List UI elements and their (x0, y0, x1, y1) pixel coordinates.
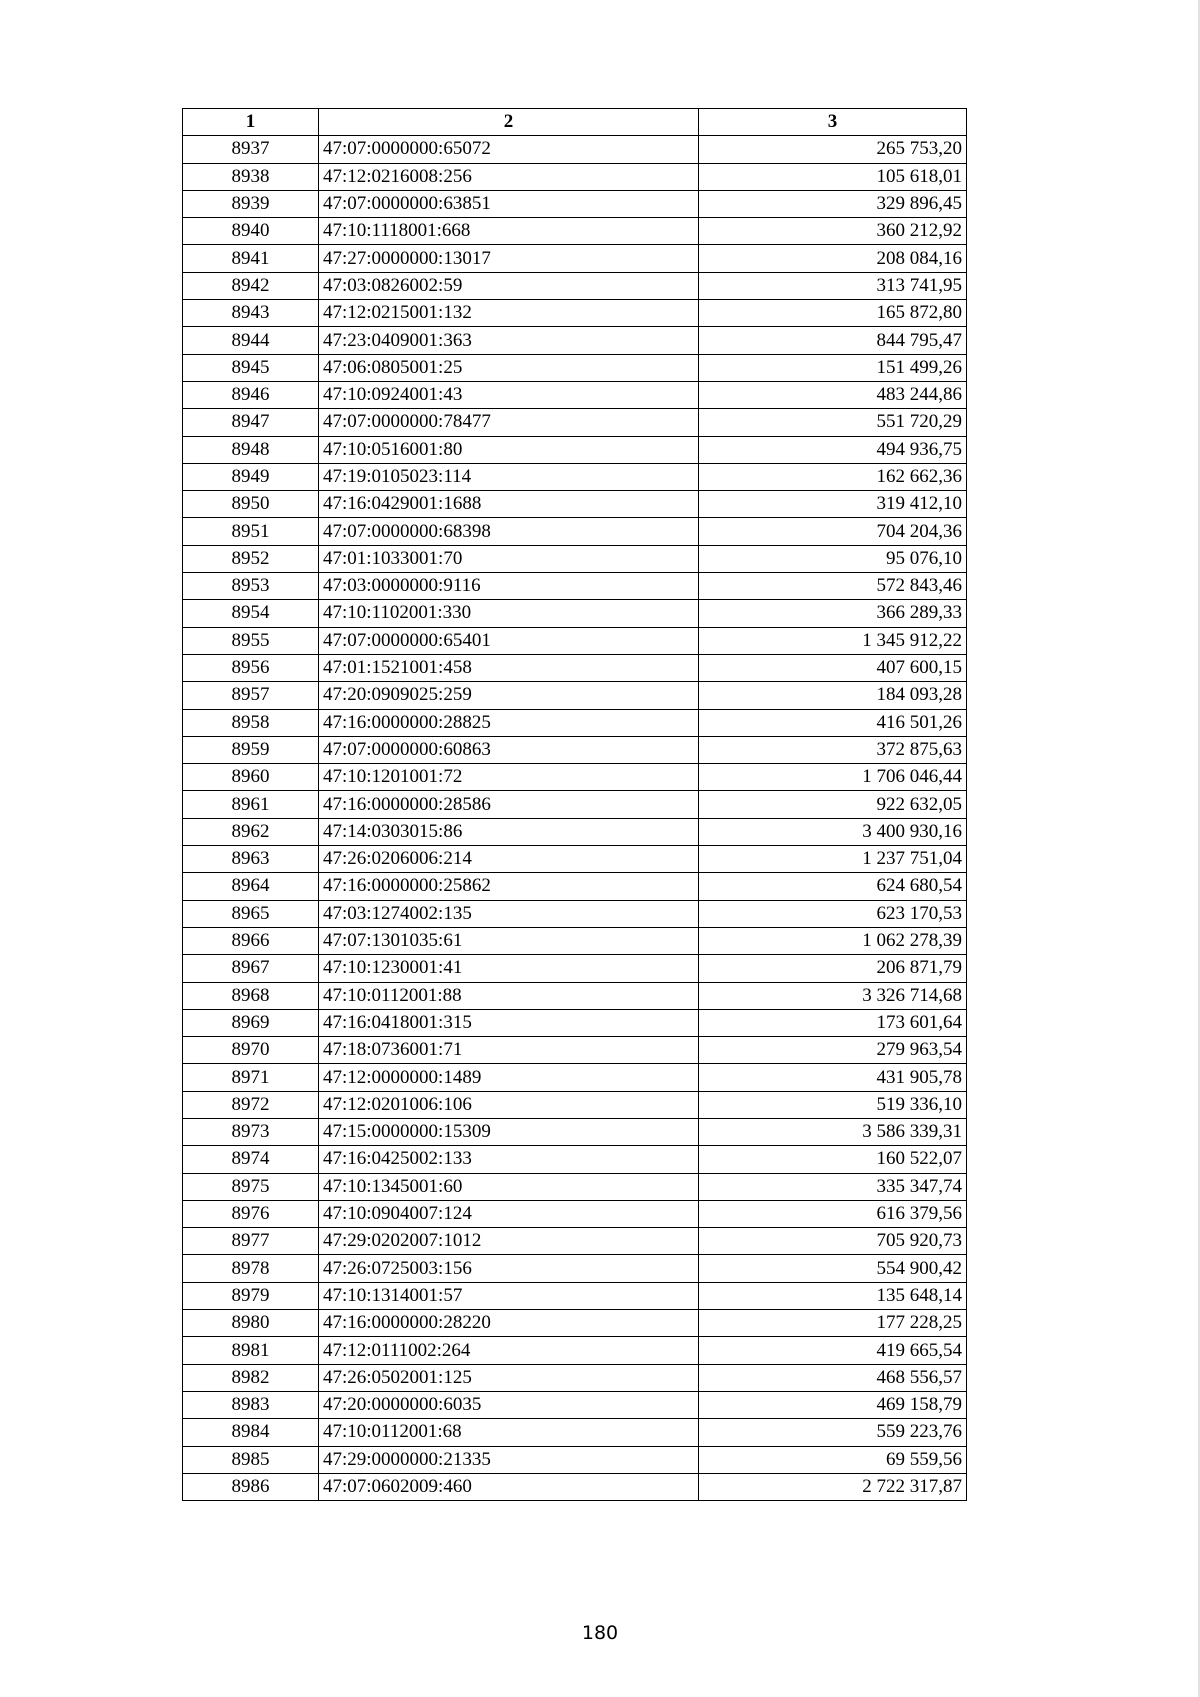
cadastral-number-cell: 47:16:0429001:1688 (319, 491, 699, 518)
cadastral-number-cell: 47:10:1102001:330 (319, 600, 699, 627)
value-cell: 160 522,07 (699, 1146, 967, 1173)
cadastral-number-cell: 47:27:0000000:13017 (319, 245, 699, 272)
cadastral-number-cell: 47:10:1201001:72 (319, 764, 699, 791)
table-body (183, 136, 967, 1501)
table-row (183, 1419, 967, 1446)
row-number-cell: 8937 (183, 136, 319, 163)
row-number-cell: 8946 (183, 381, 319, 408)
cadastral-number-cell: 47:16:0000000:28220 (319, 1310, 699, 1337)
cadastral-number-cell: 47:10:0924001:43 (319, 381, 699, 408)
cadastral-number-cell: 47:26:0725003:156 (319, 1255, 699, 1282)
value-cell: 162 662,36 (699, 463, 967, 490)
table-row (183, 245, 967, 272)
cadastral-number-cell: 47:03:0000000:9116 (319, 573, 699, 600)
row-number-cell: 8947 (183, 409, 319, 436)
table-row (183, 764, 967, 791)
table-row (183, 818, 967, 845)
row-number-cell: 8963 (183, 846, 319, 873)
column-header-1: 1 (183, 109, 319, 136)
table-row (183, 300, 967, 327)
row-number-cell: 8954 (183, 600, 319, 627)
value-cell: 95 076,10 (699, 545, 967, 572)
table-row (183, 272, 967, 299)
value-cell: 419 665,54 (699, 1337, 967, 1364)
row-number-cell: 8964 (183, 873, 319, 900)
cadastral-number-cell: 47:12:0216008:256 (319, 163, 699, 190)
cadastral-number-cell: 47:16:0418001:315 (319, 1009, 699, 1036)
cadastral-number-cell: 47:07:0000000:65072 (319, 136, 699, 163)
cadastral-number-cell: 47:07:0000000:60863 (319, 736, 699, 763)
row-number-cell: 8975 (183, 1173, 319, 1200)
cadastral-number-cell: 47:20:0909025:259 (319, 682, 699, 709)
table-row (183, 1173, 967, 1200)
value-cell: 624 680,54 (699, 873, 967, 900)
cadastral-number-cell: 47:16:0425002:133 (319, 1146, 699, 1173)
row-number-cell: 8984 (183, 1419, 319, 1446)
row-number-cell: 8945 (183, 354, 319, 381)
cadastral-number-cell: 47:14:0303015:86 (319, 818, 699, 845)
value-cell: 623 170,53 (699, 900, 967, 927)
cadastral-number-cell: 47:07:0000000:65401 (319, 627, 699, 654)
table-row (183, 518, 967, 545)
table-row (183, 927, 967, 954)
table-row (183, 1091, 967, 1118)
value-cell: 483 244,86 (699, 381, 967, 408)
table-row (183, 1200, 967, 1227)
table-row (183, 1037, 967, 1064)
table-row (183, 1146, 967, 1173)
cadastral-number-cell: 47:18:0736001:71 (319, 1037, 699, 1064)
row-number-cell: 8938 (183, 163, 319, 190)
table-row (183, 1473, 967, 1500)
row-number-cell: 8959 (183, 736, 319, 763)
value-cell: 416 501,26 (699, 709, 967, 736)
value-cell: 3 400 930,16 (699, 818, 967, 845)
row-number-cell: 8952 (183, 545, 319, 572)
table-row (183, 709, 967, 736)
cadastral-number-cell: 47:29:0000000:21335 (319, 1446, 699, 1473)
row-number-cell: 8986 (183, 1473, 319, 1500)
value-cell: 554 900,42 (699, 1255, 967, 1282)
value-cell: 151 499,26 (699, 354, 967, 381)
cadastral-number-cell: 47:12:0215001:132 (319, 300, 699, 327)
cadastral-number-cell: 47:10:0516001:80 (319, 436, 699, 463)
cadastral-number-cell: 47:07:0000000:63851 (319, 190, 699, 217)
value-cell: 469 158,79 (699, 1391, 967, 1418)
table-row (183, 1118, 967, 1145)
row-number-cell: 8966 (183, 927, 319, 954)
value-cell: 105 618,01 (699, 163, 967, 190)
cadastral-number-cell: 47:07:0000000:78477 (319, 409, 699, 436)
value-cell: 366 289,33 (699, 600, 967, 627)
value-cell: 329 896,45 (699, 190, 967, 217)
row-number-cell: 8942 (183, 272, 319, 299)
value-cell: 705 920,73 (699, 1228, 967, 1255)
cadastral-number-cell: 47:07:0000000:68398 (319, 518, 699, 545)
table-row (183, 900, 967, 927)
row-number-cell: 8949 (183, 463, 319, 490)
value-cell: 1 237 751,04 (699, 846, 967, 873)
row-number-cell: 8957 (183, 682, 319, 709)
cadastral-number-cell: 47:19:0105023:114 (319, 463, 699, 490)
cadastral-number-cell: 47:12:0201006:106 (319, 1091, 699, 1118)
table-row (183, 1364, 967, 1391)
row-number-cell: 8948 (183, 436, 319, 463)
row-number-cell: 8941 (183, 245, 319, 272)
table-row (183, 846, 967, 873)
table-row (183, 1064, 967, 1091)
cadastral-number-cell: 47:07:1301035:61 (319, 927, 699, 954)
row-number-cell: 8979 (183, 1282, 319, 1309)
cadastral-number-cell: 47:03:1274002:135 (319, 900, 699, 927)
header-row (183, 109, 967, 136)
value-cell: 559 223,76 (699, 1419, 967, 1446)
value-cell: 704 204,36 (699, 518, 967, 545)
cadastral-number-cell: 47:15:0000000:15309 (319, 1118, 699, 1145)
row-number-cell: 8977 (183, 1228, 319, 1255)
value-cell: 407 600,15 (699, 654, 967, 681)
value-cell: 3 326 714,68 (699, 982, 967, 1009)
row-number-cell: 8983 (183, 1391, 319, 1418)
cadastral-number-cell: 47:01:1033001:70 (319, 545, 699, 572)
cadastral-number-cell: 47:10:1314001:57 (319, 1282, 699, 1309)
value-cell: 1 062 278,39 (699, 927, 967, 954)
value-cell: 2 722 317,87 (699, 1473, 967, 1500)
table-row (183, 873, 967, 900)
value-cell: 616 379,56 (699, 1200, 967, 1227)
table-row (183, 190, 967, 217)
table-row (183, 409, 967, 436)
row-number-cell: 8939 (183, 190, 319, 217)
table-row (183, 1009, 967, 1036)
row-number-cell: 8976 (183, 1200, 319, 1227)
page-number: 180 (581, 1622, 619, 1644)
value-cell: 360 212,92 (699, 218, 967, 245)
row-number-cell: 8969 (183, 1009, 319, 1036)
column-header-2: 2 (319, 109, 699, 136)
column-header-3: 3 (699, 109, 967, 136)
table-row (183, 354, 967, 381)
cadastral-number-cell: 47:12:0111002:264 (319, 1337, 699, 1364)
cadastral-number-cell: 47:10:1345001:60 (319, 1173, 699, 1200)
cadastral-number-cell: 47:29:0202007:1012 (319, 1228, 699, 1255)
table-row (183, 654, 967, 681)
table-row (183, 327, 967, 354)
value-cell: 572 843,46 (699, 573, 967, 600)
row-number-cell: 8970 (183, 1037, 319, 1064)
value-cell: 372 875,63 (699, 736, 967, 763)
value-cell: 1 706 046,44 (699, 764, 967, 791)
table-row (183, 573, 967, 600)
table-row (183, 545, 967, 572)
row-number-cell: 8978 (183, 1255, 319, 1282)
table-row (183, 682, 967, 709)
value-cell: 265 753,20 (699, 136, 967, 163)
value-cell: 165 872,80 (699, 300, 967, 327)
table-row (183, 163, 967, 190)
cadastral-number-cell: 47:10:0904007:124 (319, 1200, 699, 1227)
cadastral-number-cell: 47:10:0112001:68 (319, 1419, 699, 1446)
value-cell: 3 586 339,31 (699, 1118, 967, 1145)
cadastral-number-cell: 47:03:0826002:59 (319, 272, 699, 299)
table-row (183, 1255, 967, 1282)
value-cell: 519 336,10 (699, 1091, 967, 1118)
data-table (182, 108, 967, 1501)
cadastral-number-cell: 47:06:0805001:25 (319, 354, 699, 381)
table-row (183, 491, 967, 518)
value-cell: 208 084,16 (699, 245, 967, 272)
value-cell: 319 412,10 (699, 491, 967, 518)
table-row (183, 736, 967, 763)
row-number-cell: 8967 (183, 955, 319, 982)
row-number-cell: 8950 (183, 491, 319, 518)
table-row (183, 1391, 967, 1418)
table-row (183, 436, 967, 463)
cadastral-number-cell: 47:26:0502001:125 (319, 1364, 699, 1391)
cadastral-number-cell: 47:26:0206006:214 (319, 846, 699, 873)
cadastral-number-cell: 47:10:1230001:41 (319, 955, 699, 982)
row-number-cell: 8943 (183, 300, 319, 327)
value-cell: 173 601,64 (699, 1009, 967, 1036)
value-cell: 313 741,95 (699, 272, 967, 299)
table-row (183, 1446, 967, 1473)
table-row (183, 136, 967, 163)
table-row (183, 955, 967, 982)
table-row (183, 1310, 967, 1337)
row-number-cell: 8951 (183, 518, 319, 545)
row-number-cell: 8955 (183, 627, 319, 654)
row-number-cell: 8968 (183, 982, 319, 1009)
table-row (183, 1337, 967, 1364)
value-cell: 1 345 912,22 (699, 627, 967, 654)
row-number-cell: 8940 (183, 218, 319, 245)
value-cell: 468 556,57 (699, 1364, 967, 1391)
value-cell: 184 093,28 (699, 682, 967, 709)
row-number-cell: 8971 (183, 1064, 319, 1091)
table-row (183, 982, 967, 1009)
value-cell: 177 228,25 (699, 1310, 967, 1337)
table-row (183, 600, 967, 627)
cadastral-number-cell: 47:16:0000000:28586 (319, 791, 699, 818)
value-cell: 431 905,78 (699, 1064, 967, 1091)
value-cell: 279 963,54 (699, 1037, 967, 1064)
row-number-cell: 8985 (183, 1446, 319, 1473)
value-cell: 206 871,79 (699, 955, 967, 982)
value-cell: 335 347,74 (699, 1173, 967, 1200)
row-number-cell: 8982 (183, 1364, 319, 1391)
cadastral-number-cell: 47:01:1521001:458 (319, 654, 699, 681)
row-number-cell: 8944 (183, 327, 319, 354)
cadastral-number-cell: 47:07:0602009:460 (319, 1473, 699, 1500)
row-number-cell: 8956 (183, 654, 319, 681)
cadastral-number-cell: 47:20:0000000:6035 (319, 1391, 699, 1418)
table-row (183, 463, 967, 490)
cadastral-number-cell: 47:10:0112001:88 (319, 982, 699, 1009)
row-number-cell: 8973 (183, 1118, 319, 1145)
value-cell: 135 648,14 (699, 1282, 967, 1309)
table-row (183, 1282, 967, 1309)
value-cell: 922 632,05 (699, 791, 967, 818)
value-cell: 844 795,47 (699, 327, 967, 354)
cadastral-number-cell: 47:16:0000000:28825 (319, 709, 699, 736)
row-number-cell: 8972 (183, 1091, 319, 1118)
cadastral-number-cell: 47:16:0000000:25862 (319, 873, 699, 900)
row-number-cell: 8953 (183, 573, 319, 600)
table-row (183, 1228, 967, 1255)
value-cell: 494 936,75 (699, 436, 967, 463)
table-row (183, 218, 967, 245)
value-cell: 69 559,56 (699, 1446, 967, 1473)
cadastral-number-cell: 47:10:1118001:668 (319, 218, 699, 245)
row-number-cell: 8962 (183, 818, 319, 845)
cadastral-number-cell: 47:12:0000000:1489 (319, 1064, 699, 1091)
table-row (183, 627, 967, 654)
row-number-cell: 8965 (183, 900, 319, 927)
table-row (183, 381, 967, 408)
row-number-cell: 8974 (183, 1146, 319, 1173)
value-cell: 551 720,29 (699, 409, 967, 436)
row-number-cell: 8980 (183, 1310, 319, 1337)
cadastral-number-cell: 47:23:0409001:363 (319, 327, 699, 354)
row-number-cell: 8981 (183, 1337, 319, 1364)
row-number-cell: 8958 (183, 709, 319, 736)
row-number-cell: 8960 (183, 764, 319, 791)
row-number-cell: 8961 (183, 791, 319, 818)
table-row (183, 791, 967, 818)
